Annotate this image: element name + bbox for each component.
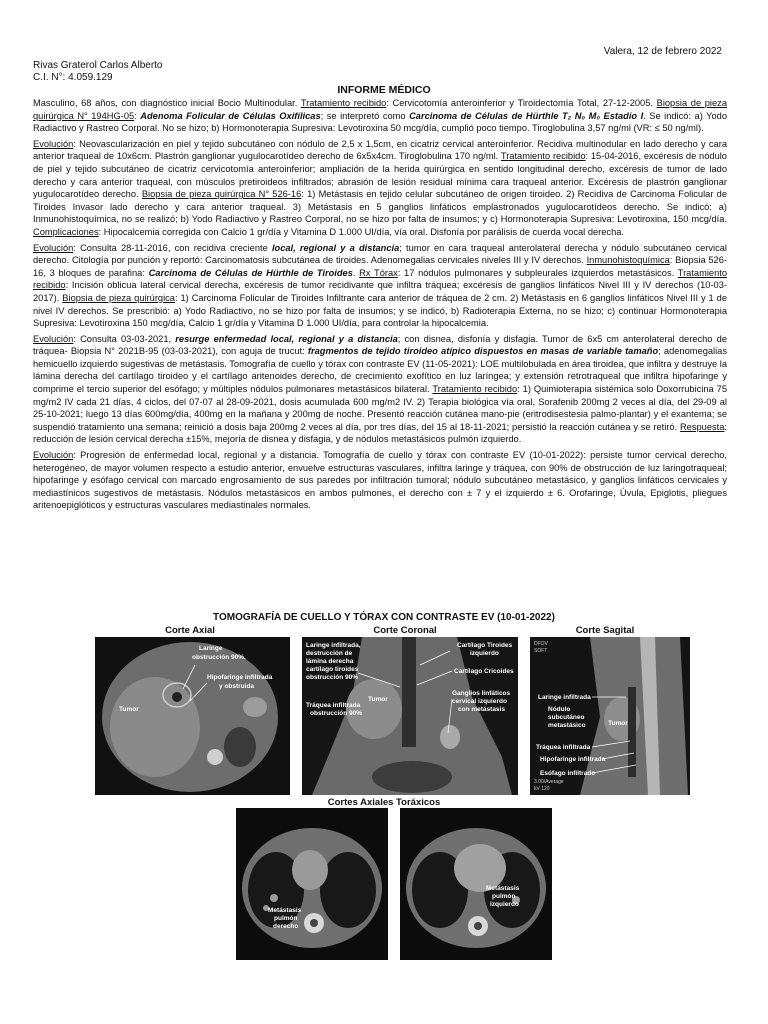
svg-text:3.00/Average: 3.00/Average [534,779,564,785]
svg-text:DFOV: DFOV [534,641,548,647]
thorax-right-label-2: pulmón [274,915,298,922]
axial-caption: Corte Axial [165,625,215,636]
coronal-label-cart-thyroid-2: izquierdo [470,650,499,657]
paragraph-evolution-2: Evolución: Consulta 28-11-2016, con recidiva creciente local, regional y a distancia; tumor en cara traqueal anterolateral derecha y nódulo subcutáneo cervical derecho. Citología por punción y reportó: Carcinomatosis subcutánea de tiroides. Adenomegalias cervicales niveles III y IV derechos. Inmunohistoquímica: Biopsia 526-16, 3 bloques de parafina: Carcinoma de Células de Hürthle de Tiroides. Rx Tórax: 17 nódulos pulmonares y subpleurales izquierdos metastásicos. Tratamiento recibido: Incisión oblicua lateral cervical derecha, excéresis de tumor recidivante que infiltra tráquea; excéresis de ganglios linfáticos Nivel III y IV derechos (10-03-2017). Biopsia de pieza quirúrgica: 1) Carcinoma Folicular de Tiroides Infiltrante cara anterior de tráquea de 2 cm. 2) Metástasis en 6 ganglios linfáticos Nivel III y 1 de nivel IV derechos. Se prescribió: a) Yodo Radiactivo, no se hizo por falta de insumos; y se indicó, b) Radioterapia Externa, no se hizo; c) continuar Hormonoterapia Supresiva: Levotiroxina 150 mcg/día, Calcio 1 gr/día y Vitamina D 1.000 UI/día, para controlar la hipocalcemia. [33,242,727,329]
paragraph-diagnosis: Masculino, 68 años, con diagnóstico inicial Bocio Multinodular. Tratamiento recibido: Cervicotomía anteroinferior y Tiroidectomía Total, 27-12-2005. Biopsia de pieza quirúrgica N° 194HG-05: Adenoma Folicular de Células Oxifílicas; se interpretó como Carcinoma de Células de Hürthle T₂ N₀ M₀ Estadio I. Se indicó: a) Yodo Radiactivo y Rastreo Corporal. No se hizo; b) Hormonoterapia Supresiva: Levotiroxina 50 mcg/día, cumplió poco tiempo. Tiroglobulina 3,57 ng/ml (VR: ≤ 50 ng/ml). [33,98,727,134]
patient-id: C.I. N°: 4.059.129 [33,72,113,83]
sagittal-label-nodule-3: metastásico [548,722,586,729]
ct-coronal-image [302,637,518,795]
coronal-label-trachea-2: obstrucción 90% [310,710,363,717]
thorax-right-label-3: derecho [273,923,299,930]
coronal-label-nodes-3: con metástasis [458,706,505,713]
report-title: INFORME MÉDICO [337,84,431,96]
axial-label-larynx-2: obstrucción 90%. [192,654,246,661]
axial-label-hypo-1: Hipofaringe infiltrada [207,674,273,681]
ct-thorax-right-image [236,808,388,960]
sagittal-label-trachea: Tráquea infiltrada [536,744,591,751]
paragraph-evolution-4: Evolución: Progresión de enfermedad local, regional y a distancia. Tomografía de cuello y tórax con contraste EV (10-01-2022): persiste tumor cervical derecho, heterogéneo, de mayor volumen respecto a estudio anterior, envuelve estructuras vasculares, infiltra laringe y tráquea, con 90% de obstrucción de luz laringotraqueal; hipofaringe y esófago cervical con marcado engrosamiento de sus paredes por infiltración tumoral; nódulo subcutáneo metastásico, y ganglios linfáticos cervicales y mediastínicos sugestivos de metástasis. Nódulos metastásicos en ambos pulmones, el derecho con ± 7 y el izquierdo ± 6. Orofaringe, Úvula, Epiglotis, pliegues aritenoepiglóticos y estructuras vasculares mediastinales normales. [33,450,727,511]
ct-thorax-left-image [400,808,552,960]
axial-label-larynx-1: Laringe [199,645,223,652]
sagittal-caption: Corte Sagital [575,625,635,636]
thorax-right-label-1: Metástasis [268,907,302,914]
axial-label-tumor: Tumor [119,706,139,713]
figures-title: TOMOGRAFÍA DE CUELLO Y TÓRAX CON CONTRASTE EV (10-01-2022) [213,612,555,623]
sagittal-label-tumor: Tumor [608,720,628,727]
sagittal-label-larynx: Laringe infiltrada [538,694,591,701]
coronal-label-nodes-2: cervical izquierdo [452,698,507,705]
paragraph-evolution-3: Evolución: Consulta 03-03-2021, resurge enfermedad local, regional y a distancia; con disnea, disfonía y disfagia. Tumor de 6x5 cm anterolateral derecho de tráquea- Biopsia N° 2021B-95 (03-03-2021), con aguja de trucut: fragmentos de tejido tiroideo atípico dispuestos en masas de variable tamaño; adenomegalias hemicuello izquierdo sugestivas de metástasis. Tomografía de cuello y tórax con contraste EV (11-05-2021): LOE multilobulada en área tiroidea, que infiltra y destruye la lámina derecha del cartílago tiroideo y el cartílago aritenoides derecho, de crecimiento exofítico en luz laríngea; y extensión retrotraqueal que infiltra hipofaringe y comprime el tercio superior del esófago; y múltiples nódulos pulmonares metastásicos bilateral. Tratamiento recibido: 1) Quimioterapia sistémica solo Doxorrubicina 75 mg/m2 IV cada 21 días, 4 ciclos, del 07-07 al 28-09-2021, dosis acumulada 600 mg/m2 IV. 2) Terapia biológica vía oral, Sorafenib 200mg 2 veces al día, del 29-09 al 25-10-2021; luego 13 días 600mg/día, 400mg en la mañana y 200mg de noche. Presentó reacción cutánea mano-pie (eritrodisestesia palmo-plantar) y el exantema; se suspendió tratamiento una semana; reinició a dosis baja 200mg 2 veces al día, por tres días, del 15 al 18-11-2021; persistió la reacción cutánea y se retiró. Respuesta: reducción de lesión cervical derecha ±15%, mejoría de disnea y disfagia, y de nódulos metastásicos pulmón izquierdo. [33,333,728,445]
coronal-label-trachea-1: Tráquea infiltrada [306,702,361,709]
coronal-label-left-3: lámina derecha [306,658,354,665]
report-body [33,97,727,515]
sagittal-label-esophagus: Esófago infiltrado [540,770,596,777]
coronal-label-left-1: Laringe infiltrada, [306,642,361,649]
sagittal-label-nodule-1: Nódulo [548,706,571,713]
coronal-label-tumor: Tumor [368,696,388,703]
coronal-label-left-2: destrucción de [306,650,353,657]
ct-sagittal-image [530,637,690,795]
thorax-left-label-1: Metástasis [486,885,520,892]
coronal-caption: Corte Coronal [373,625,437,636]
coronal-label-cricoid: Cartílago Cricoides [454,668,514,675]
coronal-label-left-4: cartílago tiroides [306,666,359,673]
coronal-label-left-5: obstrucción 90% [306,674,359,681]
svg-text:kV 120: kV 120 [534,786,550,792]
report-date: Valera, 12 de febrero 2022 [603,46,722,57]
ct-axial-image [95,637,290,795]
patient-info [33,60,163,84]
thorax-left-label-2: pulmón [492,893,516,900]
axial-label-hypo-2: y obstruida [219,683,255,690]
coronal-label-cart-thyroid-1: Cartílago Tiroides [457,642,513,649]
sagittal-label-nodule-2: subcutáneo [548,714,585,721]
svg-text:SOFT: SOFT [534,648,548,654]
coronal-label-nodes-1: Ganglios linfáticos [452,690,511,697]
sagittal-label-hypo: Hipofaringe infiltrada [540,756,606,763]
thoracic-caption: Cortes Axiales Toráxicos [327,797,441,808]
patient-name: Rivas Graterol Carlos Alberto [33,60,163,71]
paragraph-evolution-1: Evolución: Neovascularización en piel y tejido subcutáneo con nódulo de 2,5 x 1,5cm, en cicatriz cervical anteroinferior. Recidiva multinodular en lado derecho y cara anterior traqueal de 10x6cm. Plastrón ganglionar yugulocarotídeo derecho de 6x5x4cm. Tiroglobulina 170 ng/ml. Tratamiento recibido: 15-04-2016, excéresis de nódulo de piel y tejido subcutáneo de cicatriz cervicotomía anteroinferior; ampliación de la herida quirúrgica en sentido longitudinal derecho, excéresis de tumor de lado derecho y cara anterior traqueal, con músculos pretiroideos infiltrados; abrasión de lesión residual mínima cara traqueal anterior. Excéresis de plastrón ganglionar yugulocarotídeo derecho. Biopsia de pieza quirúrgica N° 526-16: 1) Metástasis en tejido celular subcutáneo de origen tiroideo. 2) Recidiva de Carcinoma Folicular de Tiroides Invasor lado derecho y cara anterior traqueal. 3) Metástasis en 5 ganglios linfáticos emplastronados yugulocarotídeos derecho. Se indicó: a) Inmunohistoquímica, no se realizó; b) Yodo Radiactivo y Rastreo Corporal, no se hizo por falta de insumos; y c) Hormonoterapia Supresiva: Levotiroxina, 150 mcg/día. Complicaciones: Hipocalcemia corregida con Calcio 1 gr/día y Vitamina D 1.000 UI/día, vía oral. Disfonía por parálisis de cuerda vocal derecha. [33,138,727,237]
thorax-left-label-3: izquierdo [490,901,519,908]
